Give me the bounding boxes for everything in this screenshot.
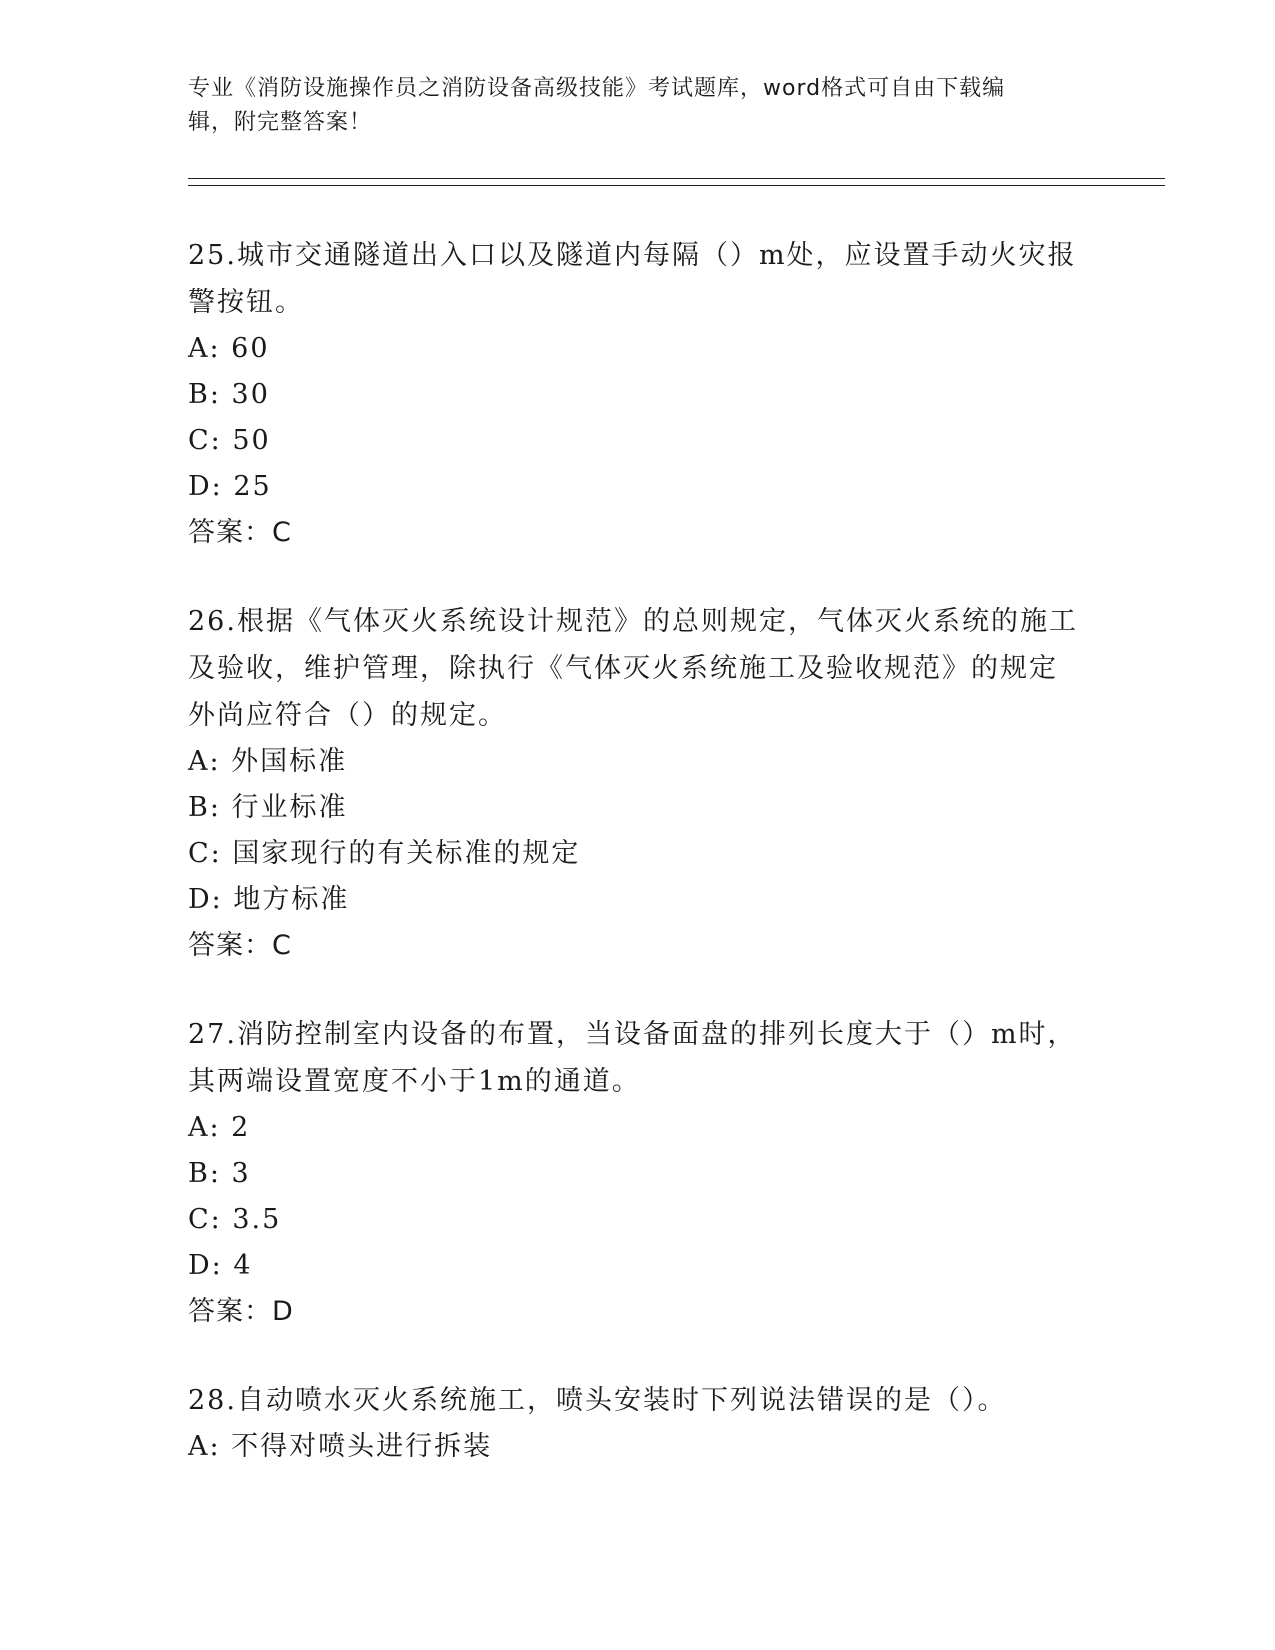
header-line: 辑，附完整答案！ [188, 110, 373, 135]
answer: 答案：D [188, 1296, 294, 1327]
header-divider [188, 185, 1165, 186]
question-stem-line: 25.城市交通隧道出入口以及隧道内每隔（）m处，应设置手动火灾报 [188, 240, 1077, 271]
option-a: A: 60 [188, 333, 270, 364]
document-header [188, 72, 1088, 140]
option-a: A: 不得对喷头进行拆装 [188, 1431, 493, 1462]
option-c: C: 3.5 [188, 1204, 282, 1235]
option-a: A: 外国标准 [188, 746, 348, 777]
question-26 [188, 598, 1088, 969]
question-stem-line: 其两端设置宽度不小于1m的通道。 [188, 1066, 641, 1097]
answer: 答案：C [188, 930, 292, 961]
question-27 [188, 1011, 1088, 1335]
option-c: C: 国家现行的有关标准的规定 [188, 838, 581, 869]
option-b: B: 30 [188, 379, 270, 410]
option-a: A: 2 [188, 1112, 251, 1143]
header-divider [188, 178, 1165, 179]
question-28 [188, 1377, 1088, 1470]
option-b: B: 行业标准 [188, 792, 348, 823]
question-stem-line: 外尚应符合（）的规定。 [188, 700, 507, 731]
option-d: D: 25 [188, 471, 272, 502]
question-stem-line: 及验收，维护管理，除执行《气体灭火系统施工及验收规范》的规定 [188, 653, 1058, 684]
option-c: C: 50 [188, 425, 271, 456]
question-25 [188, 232, 1088, 556]
option-d: D: 地方标准 [188, 884, 350, 915]
question-stem-line: 27.消防控制室内设备的布置，当设备面盘的排列长度大于（）m时， [188, 1019, 1077, 1050]
answer: 答案：C [188, 517, 292, 548]
option-d: D: 4 [188, 1250, 253, 1281]
question-stem-line: 26.根据《气体灭火系统设计规范》的总则规定，气体灭火系统的施工 [188, 606, 1078, 637]
question-stem-line: 警按钮。 [188, 287, 304, 318]
header-line: 专业《消防设施操作员之消防设备高级技能》考试题库，word格式可自由下载编 [188, 76, 1006, 101]
question-stem-line: 28.自动喷水灭火系统施工，喷头安装时下列说法错误的是（）。 [188, 1385, 1007, 1416]
option-b: B: 3 [188, 1158, 251, 1189]
question-list [188, 232, 1088, 1512]
